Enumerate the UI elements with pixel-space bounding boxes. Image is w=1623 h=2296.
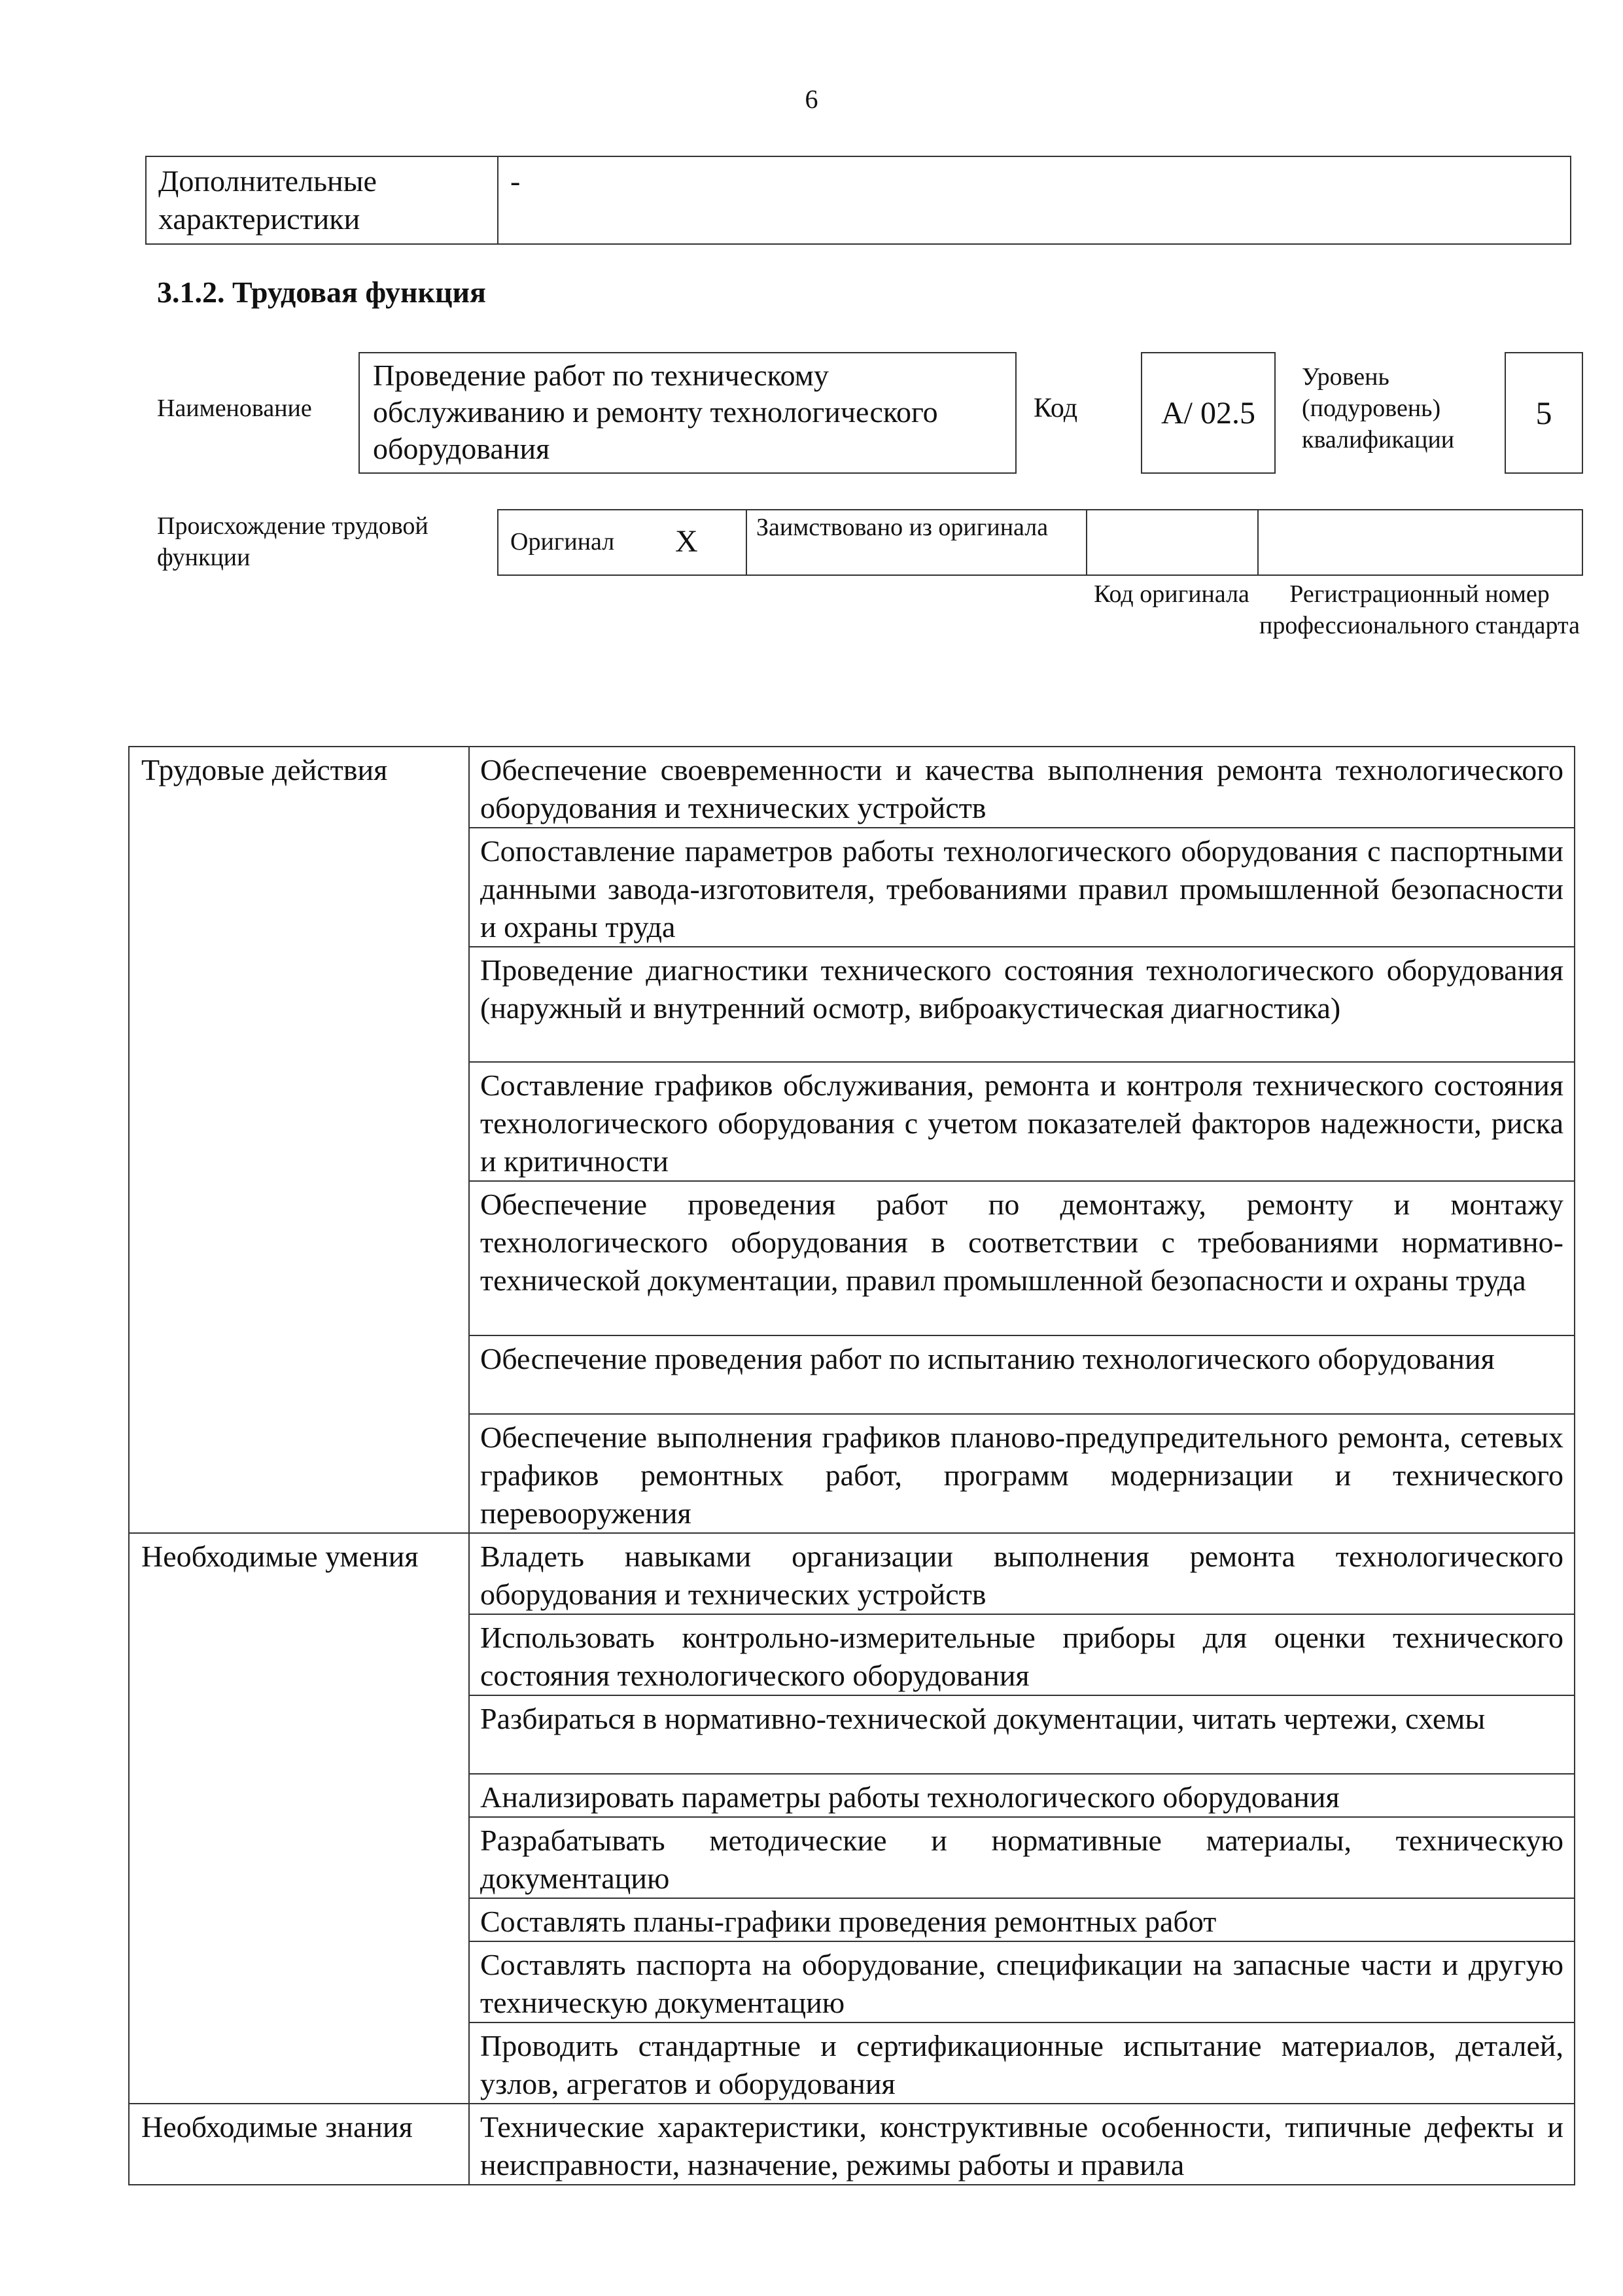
table-row <box>129 747 1575 828</box>
skill-item: Разбираться в нормативно-технической документации, читать чертежи, схемы <box>469 1695 1575 1774</box>
skills-label: Необходимые умения <box>129 1533 469 2104</box>
labor-action-item: Сопоставление параметров работы технологического оборудования с паспортными данными завода-изготовителя, требованиями правил промышленной безопасности и охраны труда <box>469 828 1575 947</box>
labor-action-item: Составление графиков обслуживания, ремонта и контроля технического состояния технологического оборудования с учетом показателей факторов надежности, риска и критичности <box>469 1062 1575 1181</box>
borrowed-cell <box>747 510 1087 574</box>
table-row <box>129 1533 1575 1614</box>
function-name: Проведение работ по техническому обслуживанию и ремонту технологического оборудования <box>358 352 1017 474</box>
skill-item: Составлять планы-графики проведения ремонтных работ <box>469 1898 1575 1941</box>
skill-item: Анализировать параметры работы технологического оборудования <box>469 1774 1575 1817</box>
registration-number-cell <box>1259 510 1583 574</box>
labor-action-item: Обеспечение своевременности и качества выполнения ремонта технологического оборудования и технических устройств <box>469 747 1575 828</box>
original-label: Оригинал <box>510 528 615 556</box>
labor-action-item: Обеспечение выполнения графиков планово-предупредительного ремонта, сетевых графиков ремонтных работ, программ модернизации и технического перевооружения <box>469 1414 1575 1533</box>
page-number: 6 <box>805 84 818 114</box>
original-code-cell <box>1087 510 1259 574</box>
labor-actions-label: Трудовые действия <box>129 747 469 1533</box>
name-label: Наименование <box>157 395 312 422</box>
origin-box <box>497 509 1583 576</box>
table-row <box>129 2104 1575 2185</box>
labor-action-item: Обеспечение проведения работ по демонтажу, ремонту и монтажу технологического оборудования в соответствии с требованиями нормативно-технической документации, правил промышленной безопасности и охраны труда <box>469 1181 1575 1335</box>
level-label: Уровень (подуровень) квалификации <box>1302 363 1455 453</box>
additional-characteristics-table <box>145 156 1571 245</box>
skill-item: Владеть навыками организации выполнения ремонта технологического оборудования и технических устройств <box>469 1533 1575 1614</box>
knowledge-item: Технические характеристики, конструктивные особенности, типичные дефекты и неисправности, назначение, режимы работы и правила <box>469 2104 1575 2185</box>
original-mark: X <box>675 524 698 559</box>
skill-item: Использовать контрольно-измерительные приборы для оценки технического состояния технологического оборудования <box>469 1614 1575 1695</box>
section-title: 3.1.2. Трудовая функция <box>157 275 486 309</box>
code-caption: Код оригинала <box>1094 580 1249 608</box>
skill-item: Составлять паспорта на оборудование, спецификации на запасные части и другую техническую документацию <box>469 1941 1575 2022</box>
qualification-level: 5 <box>1505 352 1583 474</box>
additional-label: Дополнительные характеристики <box>146 156 498 244</box>
registration-caption: Регистрационный номер профессионального стандарта <box>1259 580 1580 639</box>
function-code: А/ 02.5 <box>1141 352 1276 474</box>
labor-action-item: Обеспечение проведения работ по испытанию технологического оборудования <box>469 1335 1575 1414</box>
skill-item: Проводить стандартные и сертификационные испытание материалов, деталей, узлов, агрегатов и оборудования <box>469 2022 1575 2104</box>
additional-value: - <box>498 156 1571 244</box>
original-cell <box>498 510 747 574</box>
skill-item: Разрабатывать методические и нормативные материалы, техническую документацию <box>469 1817 1575 1898</box>
knowledge-label: Необходимые знания <box>129 2104 469 2185</box>
labor-function-table <box>128 746 1575 2185</box>
labor-action-item: Проведение диагностики технического состояния технологического оборудования (наружный и внутренний осмотр, виброакустическая диагностика) <box>469 947 1575 1062</box>
borrowed-label: Заимствовано из оригинала <box>756 514 1049 541</box>
origin-label: Происхождение трудовой функции <box>157 512 428 571</box>
code-label: Код <box>1034 393 1078 423</box>
